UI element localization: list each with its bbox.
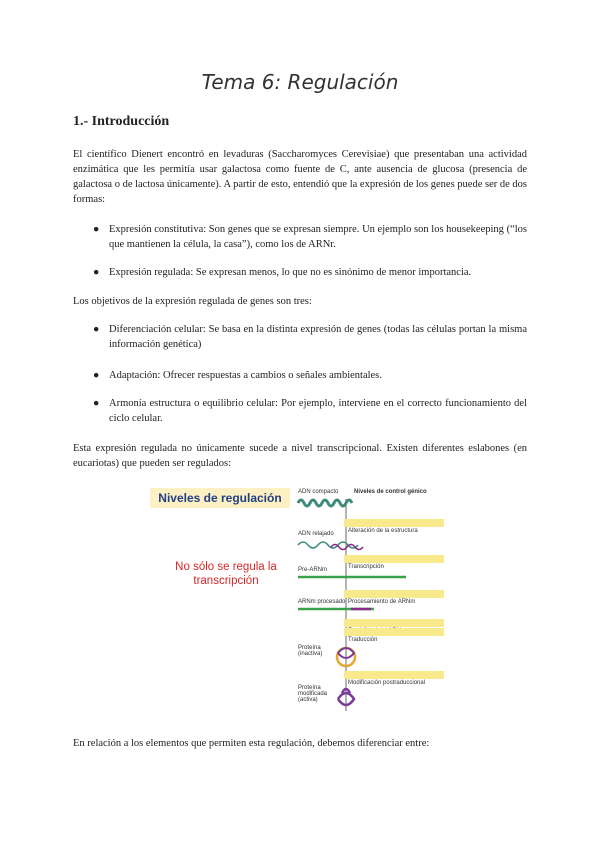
step-band [344,619,444,627]
section-heading: 1.- Introducción [73,114,170,129]
levels-paragraph: Esta expresión regulada no únicamente sucede a nivel transcripcional. Existen diferentes eslabones (en eucariotas) que pueden ser regulados: [73,443,527,469]
bullet-icon: ● [93,398,100,409]
step-band: Transcripción [344,555,444,563]
list-item: ● Expresión constitutiva: Son genes que se expresan siempre. Un ejemplo son los housekeeping (“los que mantienen la célula, la casa”), como los de ARNr. [93,224,527,250]
page-title: Tema 6: Regulación [201,70,399,94]
label-proteina-modificada: Proteína modificada (activa) [298,685,328,703]
objectives-intro: Los objetivos de la expresión regulada de genes son tres: [73,296,312,307]
step-band: Traducción [344,628,444,636]
figure-note: No sólo se regula la transcripción [175,561,277,587]
label-adn-compacto: ADN compacto [298,489,339,495]
regulation-levels-figure [146,485,454,715]
closing-paragraph: En relación a los elementos que permiten esta regulación, debemos diferenciar entre: [73,738,430,749]
label-pre-arnm: Pre-ARNm [298,567,328,573]
label-arnm-procesado: ARNm procesado [298,599,346,605]
step-band: Alteración de la estructura [344,519,444,527]
step-band: Procesamiento de ARNm [344,590,444,598]
label-adn-relajado: ADN relajado [298,531,334,537]
intro-paragraph: El científico Dienert encontró en levaduras (Saccharomyces Cerevisiae) que presentaban una actividad enzimática que les permitía usar galactosa como fuente de C, ante ausencia de glucosa (presencia de galactosa o de lactosa únicamente). A partir de esto, entendió que la expresión de los genes puede ser de dos formas: [73,149,527,205]
step-band: Modificación postraduccional [344,671,444,679]
list-item: ● Diferenciación celular: Se basa en la distinta expresión de genes (todas las células portan la misma información genética) [93,324,527,350]
list-item: ● Expresión regulada: Se expresan menos, lo que no es sinónimo de menor importancia. [93,267,472,278]
bullet-icon: ● [93,324,100,335]
compact-dna-icon [298,500,352,506]
list-item: ● Armonía estructura o equilibrio celular: Por ejemplo, interviene en el correcto funcionamiento del ciclo celular. [93,398,527,424]
figure-title: Niveles de regulación [150,488,290,508]
bullet-icon: ● [93,370,100,381]
bullet-icon: ● [93,224,100,235]
label-proteina-inactiva: Proteína (inactiva) [298,645,323,657]
label-niveles: Niveles de control génico [354,489,427,495]
list-item: ● Adaptación: Ofrecer respuestas a cambios o señales ambientales. [93,370,382,381]
bullet-icon: ● [93,267,100,278]
